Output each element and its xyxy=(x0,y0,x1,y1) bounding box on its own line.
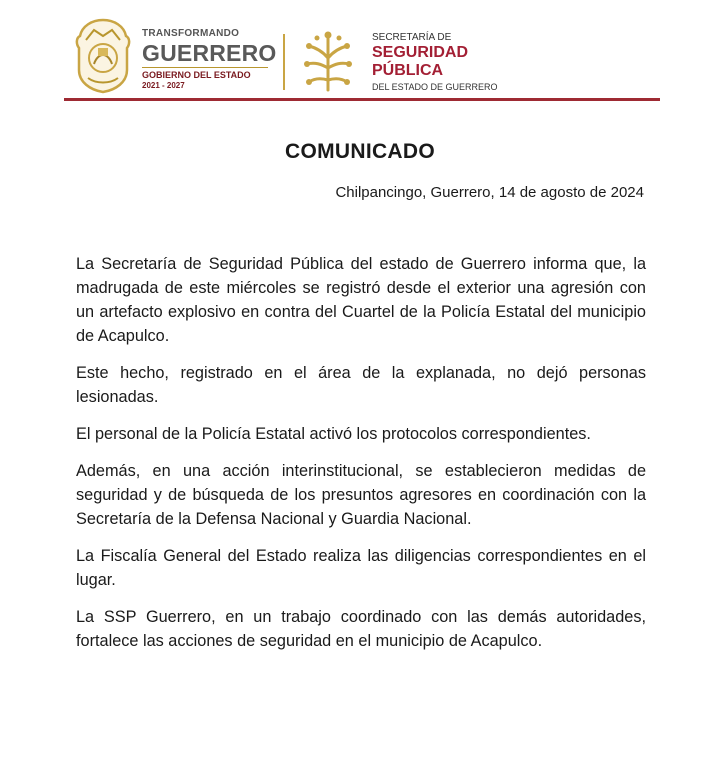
document-title: COMUNICADO xyxy=(285,140,435,163)
ssp-name-line-2: PÚBLICA xyxy=(372,62,444,79)
paragraph: El personal de la Policía Estatal activó los protocolos correspondientes. xyxy=(76,425,591,443)
ssp-logo xyxy=(372,32,498,93)
ssp-tagline: SECRETARÍA DE xyxy=(372,32,452,43)
paragraph: La Secretaría de Seguridad Pública del estado de Guerrero informa que, la madrugada de este miércoles se registró desde el exterior una agresión con un artefacto explosivo en contra del Cuartel de la Policía Estatal del municipio de Acapulco. xyxy=(76,255,646,345)
state-seal-icon xyxy=(74,18,132,94)
header-rule xyxy=(64,98,660,101)
letterhead xyxy=(0,0,720,104)
paragraph: La Fiscalía General del Estado realiza las diligencias correspondientes en el lugar. xyxy=(76,547,646,589)
gov-tagline: TRANSFORMANDO xyxy=(142,28,240,39)
dateline: Chilpancingo, Guerrero, 14 de agosto de 2024 xyxy=(335,184,644,201)
state-government-logo xyxy=(142,28,277,91)
ssp-name-line-1: SEGURIDAD xyxy=(372,44,469,61)
gov-name: GUERRERO xyxy=(142,40,277,66)
gov-subtitle: GOBIERNO DEL ESTADO xyxy=(142,67,268,81)
paragraph: Además, en una acción interinstitucional, se establecieron medidas de seguridad y de búsqueda de los presuntos agresores en coordinación con la Secretaría de la Defensa Nacional y Guardia Nacional. xyxy=(76,462,646,528)
gov-term: 2021 - 2027 xyxy=(142,81,185,90)
ssp-tree-emblem-icon xyxy=(297,28,359,94)
paragraph: Este hecho, registrado en el área de la explanada, no dejó personas lesionadas. xyxy=(76,364,646,406)
ssp-subtitle: DEL ESTADO DE GUERRERO xyxy=(372,82,498,92)
document-body xyxy=(76,252,646,666)
paragraph: La SSP Guerrero, en un trabajo coordinado con las demás autoridades, fortalece las acciones de seguridad en el municipio de Acapulco. xyxy=(76,608,646,650)
logo-divider xyxy=(283,34,285,90)
